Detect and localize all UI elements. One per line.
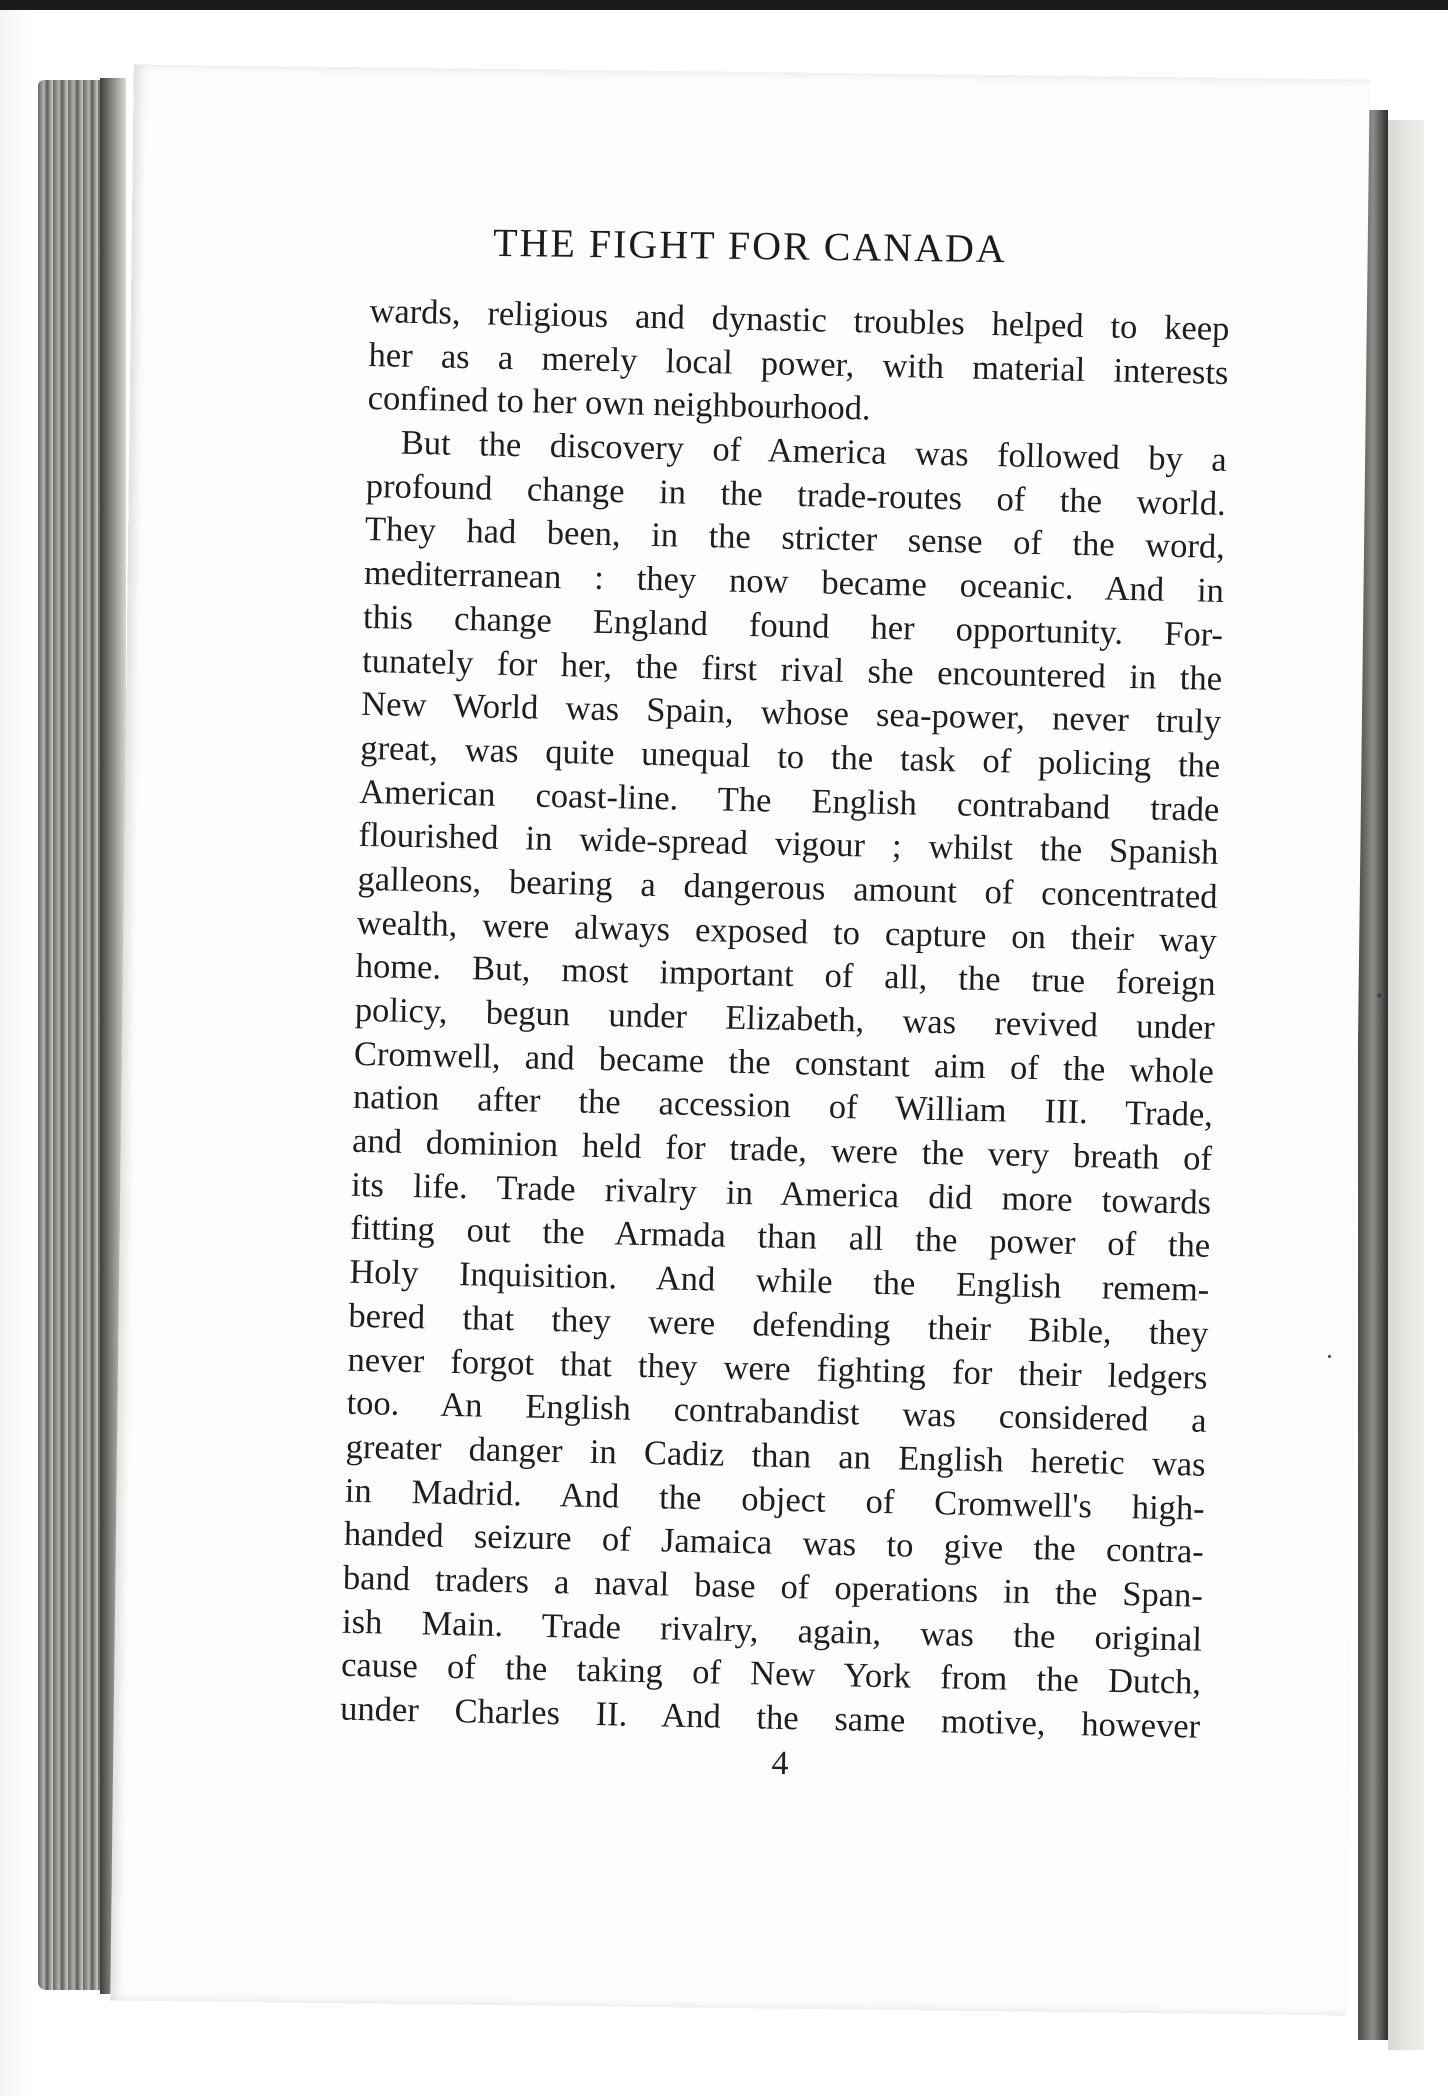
- text-line: tunately for her, the first rival she encountered in the: [361, 641, 1223, 698]
- text-line: ish Main. Trade rivalry, again, was the original: [341, 1602, 1203, 1659]
- text-line: cause of the taking of New York from the Dutch,: [340, 1646, 1202, 1703]
- text-line: under Charles II. And the same motive, however: [339, 1689, 1201, 1746]
- text-line: fitting out the Armada than all the power of the: [349, 1209, 1211, 1266]
- text-line: policy, begun under Elizabeth, was revived under: [354, 990, 1216, 1047]
- text-line: in Madrid. And the object of Cromwell's high-: [344, 1471, 1206, 1528]
- text-line: never forgot that they were fighting for their ledgers: [347, 1340, 1208, 1397]
- page-number: 4: [771, 1744, 789, 1783]
- text-line: this change England found her opportunity. For-: [362, 597, 1224, 654]
- text-line: Cromwell, and became the constant aim of the whole: [353, 1034, 1215, 1091]
- text-line: nation after the accession of William III. Trade,: [352, 1078, 1214, 1135]
- running-head: THE FIGHT FOR CANADA: [492, 219, 1008, 272]
- text-line: bered that they were defending their Bible, they: [348, 1296, 1209, 1353]
- scan-speck: [1328, 1355, 1331, 1358]
- next-page-margin: [1388, 120, 1424, 2050]
- text-line: home. But, most important of all, the true foreign: [355, 947, 1217, 1004]
- text-line: wealth, were always exposed to capture on their way: [356, 903, 1217, 960]
- text-line: flourished in wide-spread vigour ; whilst the Spanish: [358, 816, 1219, 873]
- text-line: and dominion held for trade, were the very breath of: [351, 1121, 1213, 1178]
- body-text: [340, 290, 1230, 1749]
- text-line: band traders a naval base of operations in the Span-: [342, 1558, 1204, 1615]
- text-line: Holy Inquisition. And while the English remem-: [349, 1252, 1210, 1309]
- text-line: its life. Trade rivalry in America did more towards: [350, 1165, 1212, 1222]
- text-line: New World was Spain, whose sea-power, never truly: [360, 685, 1222, 742]
- text-line: greater danger in Cadiz than an English heretic was: [345, 1427, 1206, 1484]
- text-line: profound change in the trade-routes of the world.: [365, 466, 1227, 523]
- text-line: handed seizure of Jamaica was to give the contra-: [343, 1514, 1205, 1571]
- text-line: too. An English contrabandist was considered a: [346, 1383, 1207, 1440]
- text-line: great, was quite unequal to the task of policing the: [360, 728, 1221, 785]
- text-line: But the discovery of America was followed by a: [400, 423, 1228, 480]
- scan-top-border: [0, 0, 1448, 10]
- text-line: wards, religious and dynastic troubles helped to keep: [369, 291, 1230, 349]
- text-line: mediterranean : they now became oceanic. And in: [363, 554, 1225, 611]
- text-line: They had been, in the stricter sense of the word,: [364, 510, 1226, 567]
- text-line: her as a merely local power, with material interests: [368, 335, 1229, 392]
- text-line: confined to her own neighbourhood.: [367, 379, 872, 428]
- scan-speck: [1377, 993, 1382, 998]
- text-line: American coast-line. The English contraband trade: [359, 772, 1220, 829]
- text-line: galleons, bearing a dangerous amount of concentrated: [357, 859, 1218, 916]
